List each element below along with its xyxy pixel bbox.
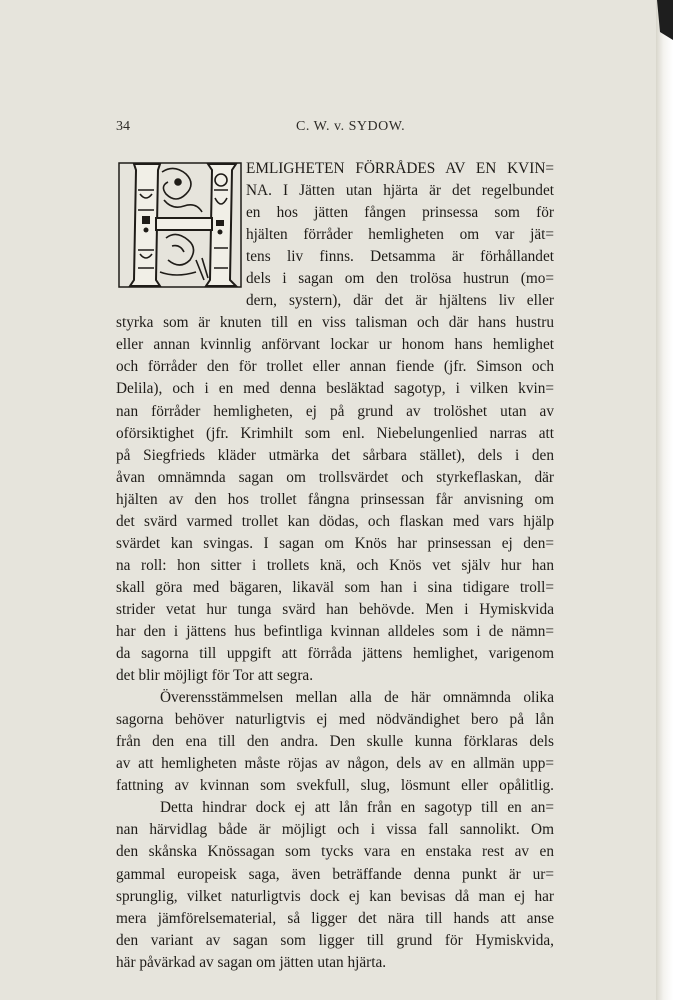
text-line: den skånska Knössagan som tycks vara en enstaka rest av en xyxy=(116,843,554,861)
text-line: hjälten av den hos trollet fångna prinsessan får anvisning om xyxy=(116,490,554,508)
text-line: nan förråder hemligheten, ej på grund av trolöshet utan av xyxy=(116,402,554,420)
text-line: det blir möjligt för Tor att segra. xyxy=(116,667,314,685)
text-line: tens liv finns. Detsamma är förhållandet xyxy=(246,248,554,266)
text-line: åvan omnämnda sagan om trollsvärdet och styrkeflaskan, där xyxy=(116,468,554,486)
text-line: oförsiktighet (jfr. Krimhilt som enl. Niebelungenlied narras att xyxy=(116,424,554,442)
text-line: sprunglig, vilket naturligtvis dock ej kan bevisas då man ej har xyxy=(116,887,554,905)
text-line: styrka som är knuten till en viss talisman och där hans hustru xyxy=(116,314,554,332)
text-line: da sagorna till uppgift att förråda jättens hemlighet, varigenom xyxy=(116,645,554,663)
page-number: 34 xyxy=(116,119,130,134)
text-line: Detta hindrar dock ej att lån från en sagotyp till en an= xyxy=(160,799,554,817)
text-line: eller annan kvinnlig anförvant lockar ur honom hans hemlighet xyxy=(116,336,554,354)
running-head: C. W. v. SYDOW. xyxy=(296,119,406,134)
drop-cap-initial xyxy=(116,160,244,290)
text-line: en hos jätten fången prinsessa som för xyxy=(246,204,554,222)
text-line: NA. I Jätten utan hjärta är det regelbundet xyxy=(246,182,554,200)
text-line: det svärd varmed trollet kan dödas, och flaskan med vars hjälp xyxy=(116,512,554,530)
text-line: från den ena till den andra. Den skulle kunna förklaras dels xyxy=(116,733,554,751)
text-line: nan härvidlag både är möjligt och i vissa fall sannolikt. Om xyxy=(116,821,554,839)
text-line: på Siegfrieds kläder utmärka det sårbara stället), dels i den xyxy=(116,446,554,464)
text-line: här påvärkad av sagan om jätten utan hjärta. xyxy=(116,953,387,971)
text-line: strider vetat hur tunga svärd han behövde. Men i Hymiskvida xyxy=(116,600,554,618)
text-line: mera jämförelsematerial, så ligger det nära till hands att anse xyxy=(116,909,554,927)
text-line: av att hemligheten måste röjas av någon, dels av en allmän upp= xyxy=(116,755,554,773)
text-line: Delila), och i en med denna besläktad sagotyp, i vilken kvin= xyxy=(116,380,554,398)
page-edge xyxy=(656,0,673,1000)
text-line: na roll: hon sitter i trollets knä, och Knös vet själv hur han xyxy=(116,556,554,574)
text-line: sagorna behöver naturligtvis ej med nödvändighet bero på lån xyxy=(116,711,554,729)
text-line: dels i sagan om den trolösa hustrun (mo= xyxy=(246,270,554,288)
text-line: EMLIGHETEN FÖRRÅDES AV EN KVIN= xyxy=(246,160,554,177)
text-line: och förråder den för trollet eller annan fiende (jfr. Simson och xyxy=(116,358,554,376)
text-line: gammal europeisk saga, även beträffande denna punkt är ur= xyxy=(116,865,554,883)
page-header xyxy=(116,119,556,139)
text-line: den variant av sagan som ligger till grund för Hymiskvida, xyxy=(116,931,554,949)
text-line: har den i jättens hus befintliga kvinnan alldeles som i de nämn= xyxy=(116,622,554,640)
ornamented-h-icon xyxy=(116,160,244,290)
text-line: dern, systern), där det är hjältens liv eller xyxy=(246,292,554,310)
text-line: fattning av kvinnan som svekfull, slug, lösmunt eller opålitlig. xyxy=(116,777,554,795)
text-line: svärdet kan svingas. I sagan om Knös har prinsessan ej den= xyxy=(116,534,554,552)
body-text xyxy=(116,158,554,974)
text-line: hjälten förråder hemligheten om var jät= xyxy=(246,226,554,244)
text-line: Överensstämmelsen mellan alla de här omnämnda olika xyxy=(160,689,554,707)
text-line: skall göra med bägaren, likaväl som han i sina tidigare troll= xyxy=(116,578,554,596)
